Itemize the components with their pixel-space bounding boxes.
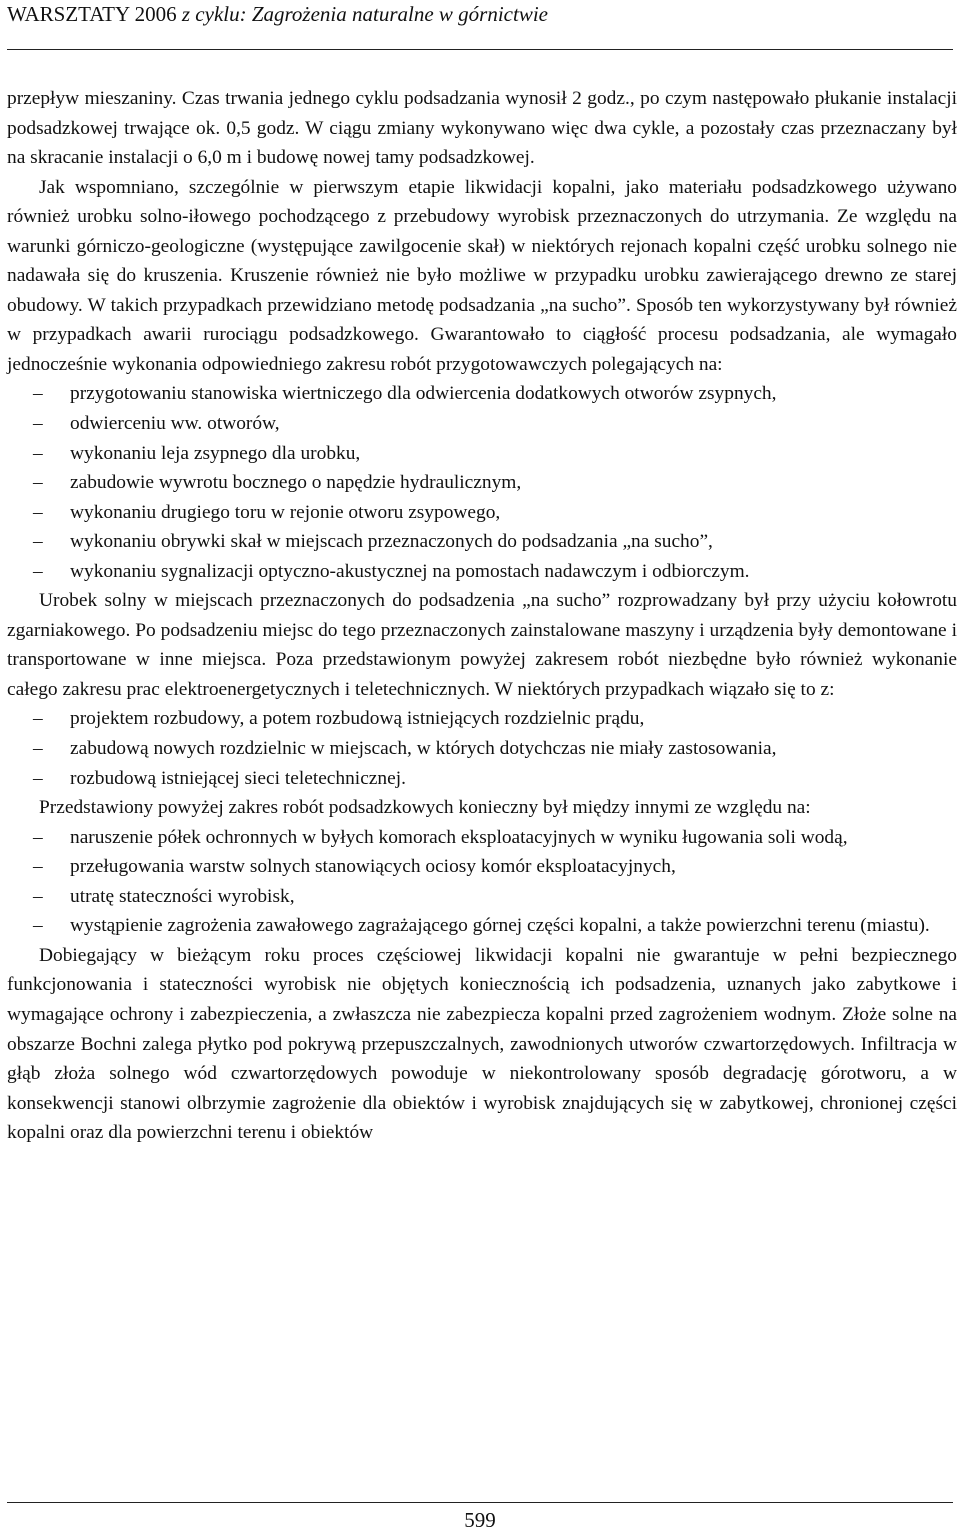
list-dash: – [33,472,43,494]
header-series-title: z cyklu: Zagrożenia naturalne w górnictwie [181,2,548,26]
list-dash: – [33,885,43,907]
body-text [7,84,957,1148]
running-header [7,0,953,28]
header-prefix: WARSZTATY 2006 [7,2,182,26]
list-dash: – [33,708,43,730]
paragraph-1: przepływ mieszaniny. Czas trwania jednego cyklu podsadzania wynosił 2 godz., po czym następowało płukanie instalacji podsadzkowej trwające ok. 0,5 godz. W ciągu zmiany wykonywano więc dwa cykle, a pozostały czas przeznaczany był na skracanie instalacji o 6,0 m i budowę nowej tamy podsadzkowej. [7,88,957,169]
list-item: – naruszenie półek ochronnych w byłych komorach eksploatacyjnych w wyniku ługowania soli wodą, [7,823,957,853]
list-item: – wykonaniu leja zsypnego dla urobku, [7,439,957,469]
paragraph-3: Urobek solny w miejscach przeznaczonych do podsadzenia „na sucho” rozprowadzany był przy użyciu kołowrotu zgarniakowego. Po podsadzeniu miejsc do tego przeznaczonych zainstalowane maszyny i urządzenia były demontowane i transportowane w inne miejsca. Poza przedstawionym powyżej zakresem robót niezbędne było również wykonanie całego zakresu prac elektroenergetycznych i teletechnicznych. W niektórych przypadkach wiązało się to z: [7,590,957,700]
list-dash: – [33,560,43,582]
paragraph-2: Jak wspomniano, szczególnie w pierwszym etapie likwidacji kopalni, jako materiału podsadzkowego używano również urobku solno-iłowego pochodzącego z przebudowy wyrobisk przeznaczonych do utrzymania. Ze względu na warunki górniczo-geologiczne (występujące zawilgocenie skał) w niektórych rejonach kopalni część urobku solnego nie nadawała się do kruszenia. Kruszenie również nie było możliwe w przypadku urobku zawierającego drewno ze starej obudowy. W takich przypadkach przewidziano metodę podsadzania „na sucho”. Sposób ten wykorzystywany był również w przypadkach awarii rurociągu podsadzkowego. Gwarantowało to ciągłość procesu podsadzania, ale wymagało jednocześnie wykonania odpowiedniego zakresu robót przygotowawczych polegających na: [7,176,957,375]
list-preparatory-works [7,379,957,586]
list-reasons [7,823,957,941]
footer-rule [7,1502,953,1503]
list-item: – wykonaniu drugiego toru w rejonie otworu zsypowego, [7,498,957,528]
list-dash: – [33,413,43,435]
paragraph-4: Przedstawiony powyżej zakres robót podsadzkowych konieczny był między innymi ze względu na: [39,797,811,819]
paragraph-5: Dobiegający w bieżącym roku proces częściowej likwidacji kopalni nie gwarantuje w pełni bezpiecznego funkcjonowania i stateczności wyrobisk nie objętych koniecznością ich podsadzenia, uznanych jako zabytkowe i wymagające ochrony i zabezpieczenia, a zwłaszcza nie zabezpiecza kopalni przed zagrożeniem wodnym. Złoże solne na obszarze Bochni zalega płytko pod pokrywą przepuszczalnych, zawodnionych utworów czwartorzędowych. Infiltracja w głąb złoża solnego wód czwartorzędowych powoduje w niekontrolowany sposób degradację górotworu, a w konsekwencji stanowi olbrzymie zagrożenie dla obiektów i wyrobisk znajdujących się w zabytkowej, chronionej części kopalni oraz dla powierzchni terenu i obiektów [7,944,957,1144]
list-dash: – [33,442,43,464]
page-number: 599 [464,1508,496,1532]
list-dash: – [33,767,43,789]
list-item: – projektem rozbudowy, a potem rozbudową istniejących rozdzielnic prądu, [7,704,957,734]
list-item: – utratę stateczności wyrobisk, [7,882,957,912]
list-item: – przygotowaniu stanowiska wiertniczego dla odwiercenia dodatkowych otworów zsypnych, [7,379,957,409]
list-item: – zabudowie wywrotu bocznego o napędzie hydraulicznym, [7,468,957,498]
list-dash: – [33,501,43,523]
list-item: – rozbudową istniejącej sieci teletechnicznej. [7,764,957,794]
list-item: – przeługowania warstw solnych stanowiących ociosy komór eksploatacyjnych, [7,852,957,882]
list-dash: – [33,915,43,937]
list-dash: – [33,826,43,848]
list-electrical-works [7,704,957,793]
list-dash: – [33,383,43,405]
list-item: – wystąpienie zagrożenia zawałowego zagrażającego górnej części kopalni, a także powierzchni terenu (miastu). [7,911,957,941]
list-dash: – [33,531,43,553]
list-dash: – [33,856,43,878]
list-item: – wykonaniu sygnalizacji optyczno-akustycznej na pomostach nadawczym i odbiorczym. [7,557,957,587]
list-item: – wykonaniu obrywki skał w miejscach przeznaczonych do podsadzania „na sucho”, [7,527,957,557]
list-item: – zabudową nowych rozdzielnic w miejscach, w których dotychczas nie miały zastosowania, [7,734,957,764]
list-item: – odwierceniu ww. otworów, [7,409,957,439]
list-dash: – [33,738,43,760]
header-rule [7,49,953,50]
